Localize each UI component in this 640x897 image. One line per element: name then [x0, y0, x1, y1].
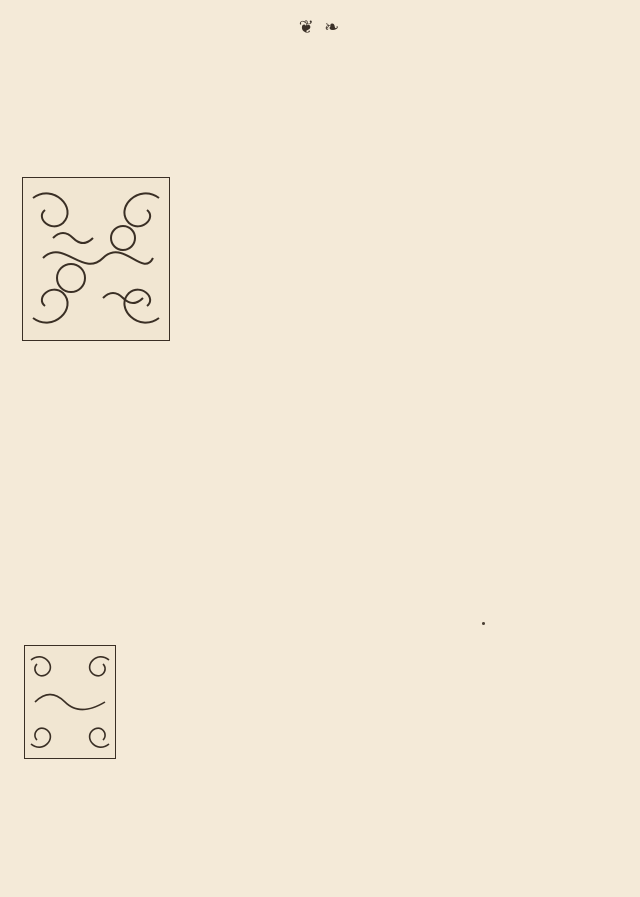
drop-cap-T — [22, 177, 170, 341]
fleuron-left-icon: ❦ — [298, 17, 316, 38]
drop-cap-ornament-icon — [23, 178, 169, 340]
drop-cap-P — [24, 645, 116, 759]
drop-cap-ornament-icon — [25, 646, 115, 758]
ink-speck — [482, 622, 485, 625]
fleuron-right-icon: ❧ — [324, 17, 342, 38]
